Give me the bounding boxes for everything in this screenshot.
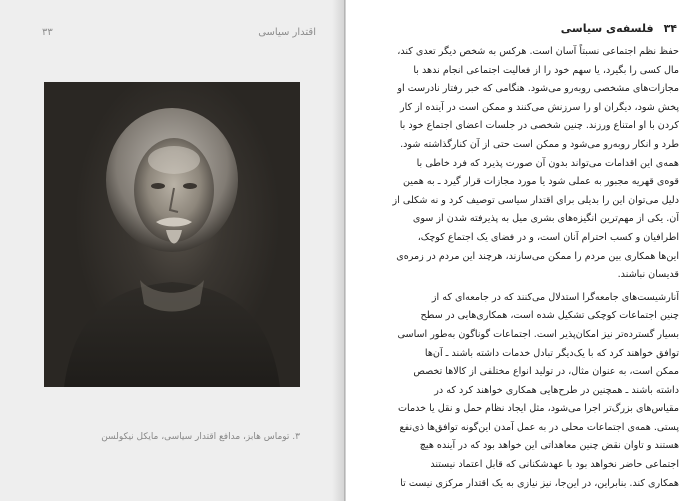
text-line: ممکن است، به عنوان مثال، در تولید انواع مختلفی از کالاها تخصص <box>413 366 679 378</box>
left-page <box>0 0 345 501</box>
text-line: مال کسی را بگیرد، یا سهم خود را از فعالیت اجتماعی انجام ندهد با <box>413 64 679 76</box>
right-running-title: فلسفه‌ی سیاسی <box>560 21 654 35</box>
right-page-number: ۳۴ <box>663 21 677 35</box>
left-running-title: اقتدار سیاسی <box>258 26 316 38</box>
text-line: همکاری کند. بنابراین، در این‌جا، نیز نیازی به یک اقتدار مرکزی نیست تا <box>400 477 679 489</box>
text-line: آنارشیست‌های جامعه‌گرا استدلال می‌کنند که در جامعه‌ای که از <box>431 291 679 303</box>
text-line: قوه‌ی قهریه مجبور به عملی شود یا مورد مجازات قرار گیرد ـ به همین <box>403 176 679 188</box>
text-line: طرد و انکار روبه‌رو می‌شود و ممکن است حتی از آن کنارگذاشته شود. <box>400 138 679 150</box>
body-text <box>364 43 679 493</box>
paragraph-1 <box>364 43 679 285</box>
text-line: پستی. همه‌ی اجتماعات محلی در به عمل آمدن این‌گونه توافق‌ها ذی‌نفع <box>399 421 679 433</box>
text-line: هستند و تاوان نقض چنین معاهداتی این خواهد بود که در آینده هیچ <box>419 440 679 452</box>
portrait-image <box>44 82 300 387</box>
text-line: کردن با او امتناع ورزند. چنین شخصی در جلسات اعضای اجتماع خود با <box>399 120 679 132</box>
text-line: اجتماعی حاضر نخواهد بود با عهدشکنانی که قابل اعتماد نیستند <box>430 459 679 471</box>
portrait-figure <box>44 82 300 387</box>
right-page <box>346 0 693 501</box>
text-line: داشته باشند ـ همچنین در طرح‌هایی همکاری خواهند کرد که در <box>434 384 679 396</box>
left-page-number: ۳۳ <box>42 26 53 38</box>
text-line: توافق خواهند کرد که با یک‌دیگر تبادل خدمات داشته باشند ـ آن‌ها <box>424 347 679 359</box>
text-line: قدیسان نباشند. <box>617 269 679 281</box>
text-line: چنین اجتماعات کوچکی تشکیل شده است، همکاری‌هایی در سطح <box>420 310 679 322</box>
text-line: مجازات‌های مشخصی روبه‌رو می‌شود. هنگامی که خبر رفتار نادرست او <box>397 83 679 95</box>
text-line: پخش شود، دیگران او را سرزنش می‌کنند و ممکن است در آینده از کار <box>399 101 679 113</box>
text-line: این‌ها همکاری بین مردم را ممکن می‌سازند، هرچند این مردم در زمره‌ی <box>396 250 679 262</box>
paragraph-2 <box>364 289 679 494</box>
text-line: بسیار گسترده‌تر نیز امکان‌پذیر است. اجتماعات گوناگون به‌طور اساسی <box>397 328 679 340</box>
right-page-header <box>366 19 677 37</box>
figure-caption: ۳. توماس هابز، مدافع اقتدار سیاسی، مایکل نیکولسن <box>101 432 300 442</box>
left-page-header <box>42 24 316 40</box>
text-line: اطرافیان و کسب احترام آنان است، و در فضای یک اجتماع کوچک، <box>417 231 679 243</box>
text-line: همه‌ی این اقدامات می‌تواند بدون آن صورت پذیرد که فرد خاطی با <box>416 157 679 169</box>
text-line: مقیاس‌های بزرگ‌تر اجرا می‌شود، مثل ایجاد نظام حمل و نقل یا خدمات <box>397 403 679 415</box>
text-line: حفظ نظم اجتماعی نسبتاً آسان است. هرکس به شخص دیگر تعدی کند، <box>397 46 679 57</box>
text-line: آن. یکی از مهم‌ترین انگیزه‌های بشری میل به پذیرفته شدن از سوی <box>412 213 679 225</box>
text-line: دلیل می‌توان این را بدیلی برای اقتدار سیاسی توصیف کرد و نه شکلی از <box>392 194 679 206</box>
